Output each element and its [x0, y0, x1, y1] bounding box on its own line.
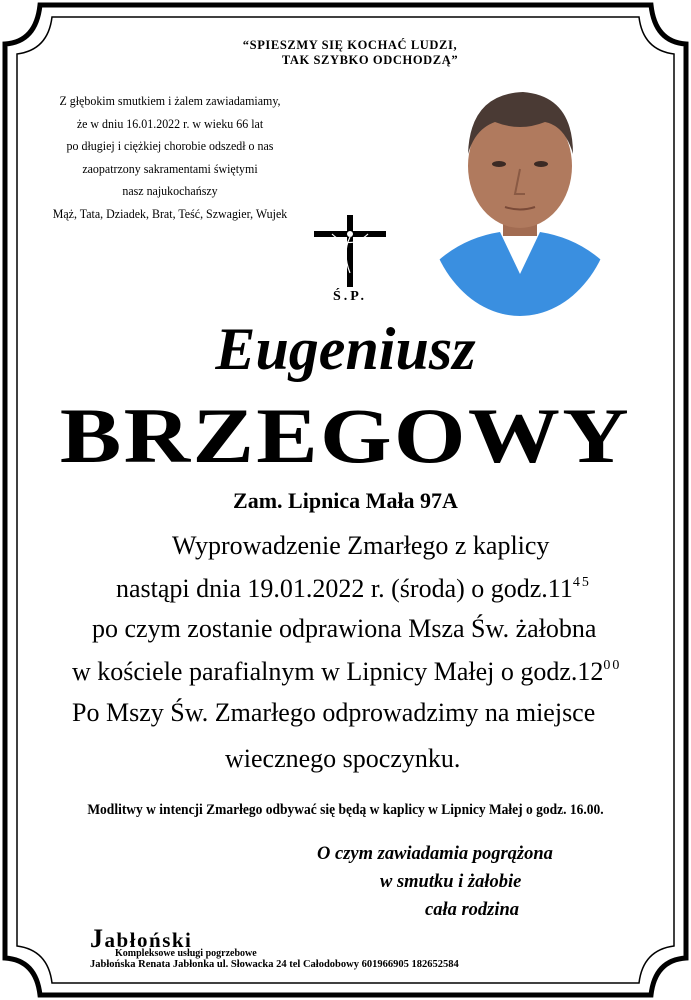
announcement-line-2	[116, 564, 591, 607]
closing-text	[300, 840, 680, 924]
funeral-services-label: Kompleksowe usługi pogrzebowe	[115, 948, 257, 959]
announcement-line-6: wiecznego spoczynku.	[225, 744, 461, 773]
crucifix-icon	[312, 213, 388, 289]
intro-line: że w dniu 16.01.2022 r. w wieku 66 lat	[76, 115, 264, 131]
sp-label: Ś.P.	[332, 289, 368, 304]
intro-line: zaopatrzony sakramentami świętymi	[82, 160, 258, 176]
intro-text	[32, 90, 308, 225]
funeral-home-contact: Jabłońska Renata Jabłonka ul. Słowacka 24 tel Całodobowy 601966905 182652584	[90, 959, 459, 970]
mass-time-text: w kościele parafialnym w Lipnicy Małej o godz.12	[72, 657, 604, 686]
motto-line-2: TAK SZYBKO ODCHODZĄ”	[281, 53, 459, 67]
closing-line-1: O czym zawiadamia pogrążona	[317, 844, 553, 864]
first-name: Eugeniusz	[215, 316, 476, 382]
announcement-line-3: po czym zostanie odprawiona Msza Św. żałobna	[92, 614, 597, 643]
closing-line-3: cała rodzina	[425, 900, 520, 920]
prayer-note: Modlitwy w intencji Zmarłego odbywać się będą w kaplicy w Lipnicy Małej o godz. 16.00.	[87, 802, 604, 818]
logo-rest: abłoński	[104, 928, 193, 952]
address: Zam. Lipnica Mała 97A	[233, 488, 458, 513]
closing-line-2: w smutku i żałobie	[380, 872, 522, 892]
intro-line: po długiej i ciężkiej chorobie odszedł o nas	[66, 138, 274, 153]
intro-line: Z głębokim smutkiem i żalem zawiadamiamy,	[59, 93, 281, 108]
motto	[120, 38, 580, 68]
departure-minutes: 45	[572, 575, 591, 590]
surname: BRZEGOWY	[59, 392, 632, 479]
announcement-line-4	[72, 647, 621, 690]
intro-line: nasz najukochańszy	[122, 183, 218, 198]
logo-initial: J	[90, 924, 105, 953]
portrait-photo	[425, 74, 615, 316]
announcement-line-1: Wyprowadzenie Zmarłego z kaplicy	[172, 531, 550, 560]
mass-minutes: 00	[603, 658, 622, 673]
departure-time-text: nastąpi dnia 19.01.2022 r. (środa) o godz.11	[116, 574, 573, 603]
intro-line: Mąż, Tata, Dziadek, Brat, Teść, Szwagier, Wujek	[52, 205, 288, 221]
announcement-line-5: Po Mszy Św. Zmarłego odprowadzimy na miejsce	[72, 698, 596, 727]
motto-line-1: “SPIESZMY SIĘ KOCHAĆ LUDZI,	[242, 38, 458, 52]
